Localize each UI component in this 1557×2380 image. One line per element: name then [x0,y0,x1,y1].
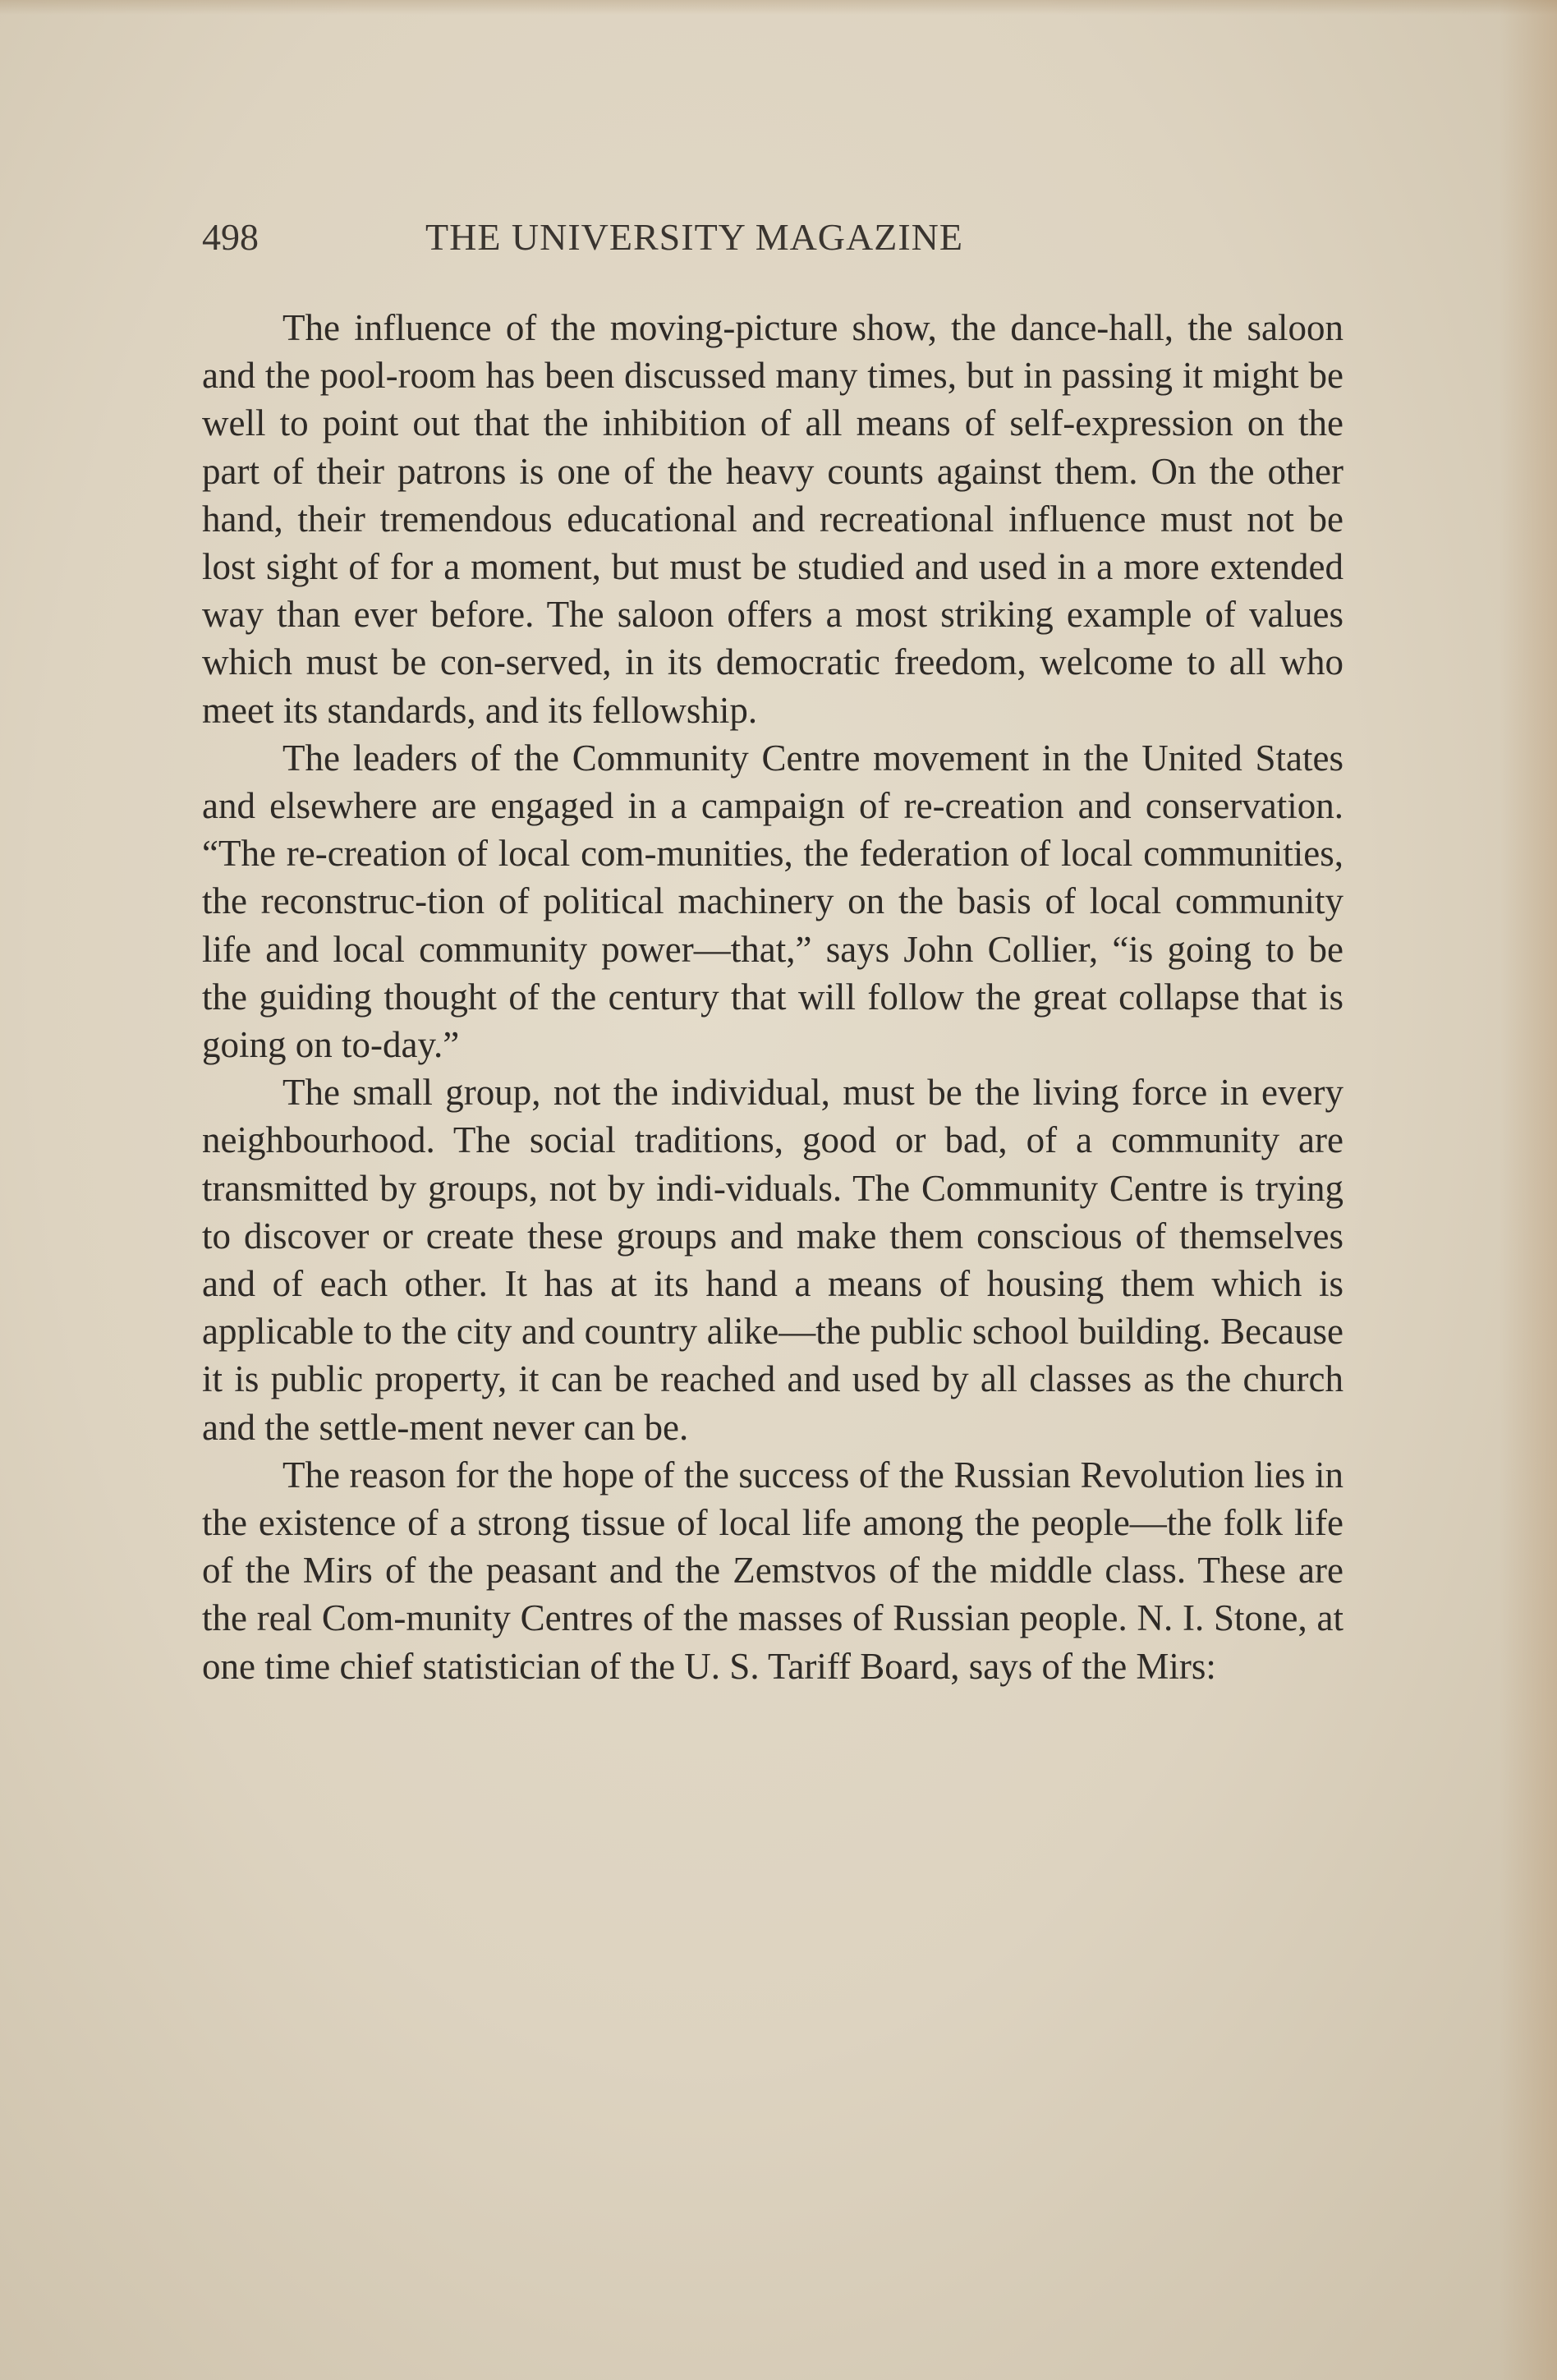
paragraph-community-centre-leaders: The leaders of the Community Centre movement in the United States and elsewhere are engaged in a campaign of re-creation and conservation. “The re-creation of local com-munities, the federation of local communities, the reconstruc-tion of political machinery on the basis of local community life and local community power—that,” says John Collier, “is going to be the guiding thought of the century that will follow the great collapse that is going on to-day.” [202,737,1343,1066]
body-text [202,304,1343,1690]
journal-title: THE UNIVERSITY MAGAZINE [425,216,963,258]
paragraph-small-group: The small group, not the individual, must be the living force in every neighbourhood. The social traditions, good or bad, of a community are transmitted by groups, not by indi-viduals. The Community Centre is trying to discover or create these groups and make them conscious of themselves and of each other. It has at its hand a means of housing them which is applicable to the city and country alike—the public school building. Because it is public property, it can be reached and used by all classes as the church and the settle-ment never can be. [202,1072,1343,1448]
paragraph-russian-revolution: The reason for the hope of the success of the Russian Revolution lies in the existence of a strong tissue of local life among the people—the folk life of the Mirs of the peasant and the Zemstvos of the middle class. These are the real Com-munity Centres of the masses of Russian people. N. I. Stone, at one time chief statistician of the U. S. Tariff Board, says of the Mirs: [202,1454,1343,1687]
page-number: 498 [202,216,259,258]
running-head [202,215,1343,264]
paragraph-saloon-influence: The influence of the moving-picture show, the dance-hall, the saloon and the pool-room has been discussed many times, but in passing it might be well to point out that the inhibition of all means of self-expression on the part of their patrons is one of the heavy counts against them. On the other hand, their tremendous educational and recreational influence must not be lost sight of for a moment, but must be studied and used in a more extended way than ever before. The saloon offers a most striking example of values which must be con-served, in its democratic freedom, welcome to all who meet its standards, and its fellowship. [202,307,1343,731]
